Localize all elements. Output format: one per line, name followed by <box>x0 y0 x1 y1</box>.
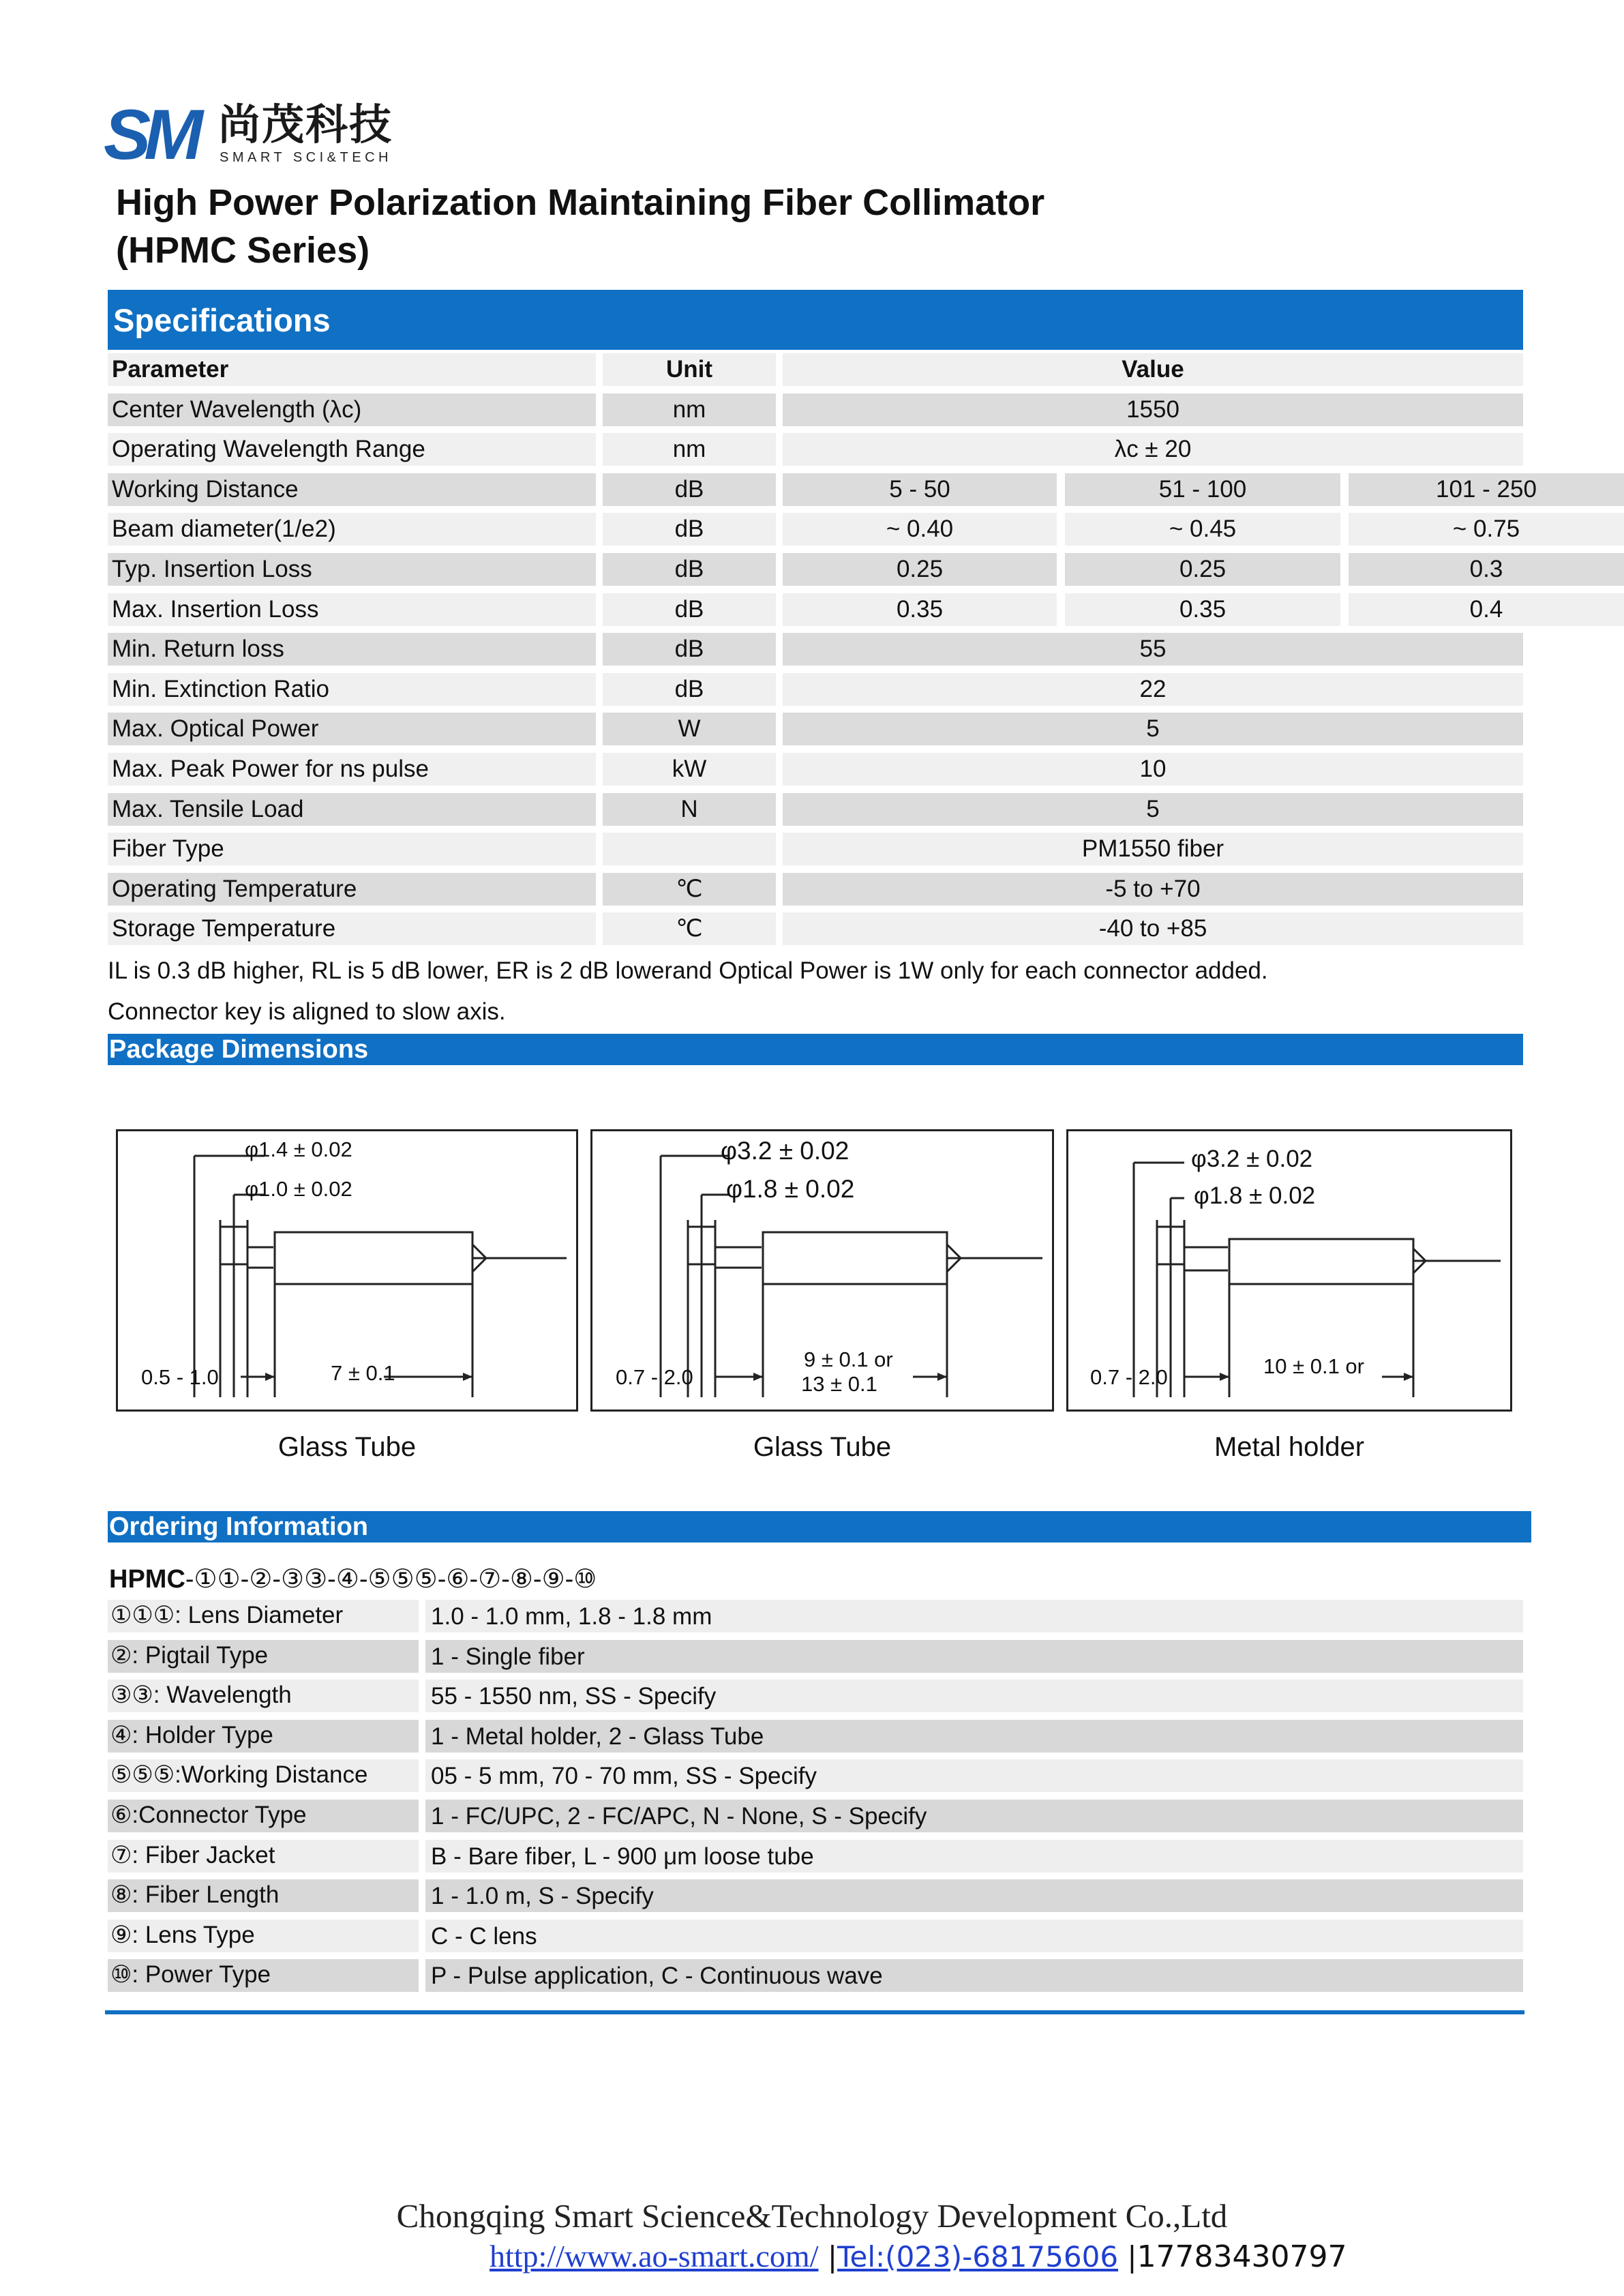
spec-row <box>108 749 1523 789</box>
ordering-value: 1 - 1.0 m, S - Specify <box>425 1879 1523 1912</box>
footer-telephone-link[interactable]: Tel:(023)-68175606 <box>837 2240 1119 2273</box>
ordering-row <box>108 1675 1523 1716</box>
spec-unit: ℃ <box>603 912 776 945</box>
spec-row <box>108 509 1523 549</box>
spec-unit: dB <box>603 513 776 546</box>
spec-value: 5 <box>783 713 1523 745</box>
ordering-row <box>108 1836 1523 1876</box>
spec-unit: ℃ <box>603 873 776 906</box>
package-drawing-glass-tube-2 <box>590 1129 1054 1412</box>
spec-unit <box>603 833 776 865</box>
ordering-key: ⑩: Power Type <box>108 1959 419 1992</box>
specifications-table <box>108 349 1537 949</box>
ordering-row <box>108 1915 1523 1956</box>
ordering-row <box>108 1795 1523 1836</box>
drawing-length: 7 ± 0.1 <box>331 1361 395 1385</box>
spec-parameter: Working Distance <box>108 473 596 506</box>
ordering-value: 1 - FC/UPC, 2 - FC/APC, N - None, S - Specify <box>425 1800 1523 1832</box>
specifications-heading: Specifications <box>108 290 1523 350</box>
spec-value: 22 <box>783 673 1523 706</box>
spec-value: 5 <box>783 793 1523 826</box>
drawing-gap: 0.5 - 1.0 <box>141 1365 219 1389</box>
spec-value: 55 <box>783 633 1523 666</box>
spec-unit: nm <box>603 393 776 426</box>
footer-mobile-phone: 17783430797 <box>1137 2239 1347 2274</box>
page-title <box>116 179 1044 274</box>
spec-unit: kW <box>603 753 776 786</box>
spec-parameter: Max. Insertion Loss <box>108 593 596 626</box>
spec-value: -5 to +70 <box>783 873 1523 906</box>
package-caption: Metal holder <box>1214 1432 1365 1462</box>
spec-value: 51 - 100 <box>1065 473 1340 506</box>
spec-parameter: Max. Peak Power for ns pulse <box>108 753 596 786</box>
spec-unit: dB <box>603 593 776 626</box>
ordering-value: 1.0 - 1.0 mm, 1.8 - 1.8 mm <box>425 1600 1523 1632</box>
logo-english-name: SMART SCI&TECH <box>220 150 392 165</box>
ordering-value: P - Pulse application, C - Continuous wave <box>425 1959 1523 1992</box>
spec-parameter: Center Wavelength (λc) <box>108 393 596 426</box>
ordering-row <box>108 1716 1523 1756</box>
spec-row <box>108 589 1523 629</box>
spec-header-parameter: Parameter <box>108 353 596 386</box>
ordering-key: ②: Pigtail Type <box>108 1640 419 1673</box>
spec-parameter: Min. Extinction Ratio <box>108 673 596 706</box>
ordering-row <box>108 1636 1523 1676</box>
ordering-key: ③③: Wavelength <box>108 1680 419 1712</box>
spec-row <box>108 789 1523 829</box>
spec-value: 0.25 <box>783 553 1057 586</box>
ordering-code-fields: -①①-②-③③-④-⑤⑤⑤-⑥-⑦-⑧-⑨-⑩ <box>185 1565 597 1594</box>
spec-value: 10 <box>783 753 1523 786</box>
spec-value: 0.4 <box>1349 593 1624 626</box>
drawing-inner-diameter: φ1.8 ± 0.02 <box>1194 1182 1316 1209</box>
spec-unit: dB <box>603 633 776 666</box>
spec-parameter: Max. Optical Power <box>108 713 596 745</box>
drawing-outer-diameter: φ3.2 ± 0.02 <box>1191 1146 1313 1172</box>
spec-value: 0.35 <box>1065 593 1340 626</box>
spec-unit: dB <box>603 473 776 506</box>
footer-separator: | <box>818 2240 837 2273</box>
spec-unit: nm <box>603 433 776 466</box>
spec-value: ~ 0.45 <box>1065 513 1340 546</box>
spec-value: 0.35 <box>783 593 1057 626</box>
spec-unit: dB <box>603 553 776 586</box>
spec-row <box>108 669 1523 709</box>
spec-parameter: Fiber Type <box>108 833 596 865</box>
spec-header-row <box>108 349 1523 389</box>
spec-value: -40 to +85 <box>783 912 1523 945</box>
spec-parameter: Max. Tensile Load <box>108 793 596 826</box>
spec-row <box>108 709 1523 749</box>
spec-value: 5 - 50 <box>783 473 1057 506</box>
spec-row <box>108 389 1523 430</box>
spec-value: ~ 0.40 <box>783 513 1057 546</box>
ordering-key: ⑥:Connector Type <box>108 1800 419 1832</box>
drawing-gap: 0.7 - 2.0 <box>1090 1365 1168 1389</box>
spec-parameter: Storage Temperature <box>108 912 596 945</box>
package-drawing-metal-holder <box>1066 1129 1512 1412</box>
spec-row <box>108 429 1523 469</box>
spec-row <box>108 629 1523 669</box>
spec-value: ~ 0.75 <box>1349 513 1624 546</box>
ordering-key: ⑦: Fiber Jacket <box>108 1840 419 1873</box>
ordering-row <box>108 1875 1523 1915</box>
ordering-row <box>108 1596 1523 1636</box>
spec-row <box>108 829 1523 869</box>
spec-note-connector-loss: IL is 0.3 dB higher, RL is 5 dB lower, ER is 2 dB lowerand Optical Power is 1W only for each connector added. <box>108 957 1268 984</box>
ordering-information-heading: Ordering Information <box>108 1511 1531 1542</box>
spec-value: 1550 <box>783 393 1523 426</box>
spec-value: 0.25 <box>1065 553 1340 586</box>
spec-unit: W <box>603 713 776 745</box>
ordering-key: ⑧: Fiber Length <box>108 1879 419 1912</box>
ordering-key: ④: Holder Type <box>108 1720 419 1753</box>
package-dimensions-heading: Package Dimensions <box>108 1034 1523 1065</box>
drawing-inner-diameter: φ1.0 ± 0.02 <box>245 1177 352 1201</box>
ordering-value: C - C lens <box>425 1920 1523 1952</box>
package-caption: Glass Tube <box>277 1432 417 1462</box>
footer-website-link[interactable]: http://www.ao-smart.com/ <box>490 2239 819 2273</box>
ordering-row <box>108 1955 1523 1995</box>
footer-contact <box>490 2235 1347 2278</box>
section-divider <box>105 2010 1524 2014</box>
package-drawing-glass-tube-1 <box>116 1129 578 1412</box>
drawing-length: 10 ± 0.1 or <box>1263 1354 1364 1378</box>
spec-unit: N <box>603 793 776 826</box>
ordering-value: 55 - 1550 nm, SS - Specify <box>425 1680 1523 1712</box>
package-caption: Glass Tube <box>753 1432 892 1462</box>
ordering-row <box>108 1755 1523 1795</box>
spec-row <box>108 549 1523 589</box>
spec-parameter: Typ. Insertion Loss <box>108 553 596 586</box>
ordering-key: ⑤⑤⑤:Working Distance <box>108 1759 419 1792</box>
spec-header-value: Value <box>783 353 1523 386</box>
drawing-gap: 0.7 - 2.0 <box>616 1365 693 1389</box>
spec-value: 101 - 250 <box>1349 473 1624 506</box>
spec-unit: dB <box>603 673 776 706</box>
ordering-code-prefix: HPMC <box>109 1565 185 1594</box>
drawing-length-alt: 13 ± 0.1 <box>801 1372 877 1396</box>
title-line-2: (HPMC Series) <box>116 230 370 271</box>
drawing-inner-diameter: φ1.8 ± 0.02 <box>726 1175 855 1203</box>
ordering-value: 1 - Metal holder, 2 - Glass Tube <box>425 1720 1523 1753</box>
company-logo <box>104 95 417 175</box>
spec-value: λc ± 20 <box>783 433 1523 466</box>
spec-value: 0.3 <box>1349 553 1624 586</box>
spec-note-connector-key: Connector key is aligned to slow axis. <box>108 998 506 1025</box>
spec-row <box>108 869 1523 909</box>
ordering-key: ⑨: Lens Type <box>108 1920 419 1952</box>
spec-value: PM1550 fiber <box>783 833 1523 865</box>
footer-separator: | <box>1118 2240 1137 2273</box>
ordering-table <box>108 1596 1523 1995</box>
drawing-outer-diameter: φ3.2 ± 0.02 <box>721 1137 849 1165</box>
spec-parameter: Operating Wavelength Range <box>108 433 596 466</box>
logo-mark: SM <box>104 95 196 175</box>
logo-chinese-name: 尚茂科技 <box>218 100 393 149</box>
drawing-length: 9 ± 0.1 or <box>804 1347 893 1371</box>
ordering-code <box>109 1563 597 1596</box>
spec-row <box>108 469 1537 509</box>
drawing-outer-diameter: φ1.4 ± 0.02 <box>245 1137 352 1161</box>
spec-header-unit: Unit <box>603 353 776 386</box>
spec-row <box>108 908 1523 949</box>
title-line-1: High Power Polarization Maintaining Fiber Collimator <box>116 182 1045 223</box>
ordering-value: B - Bare fiber, L - 900 μm loose tube <box>425 1840 1523 1873</box>
spec-parameter: Operating Temperature <box>108 873 596 906</box>
footer-company-name: Chongqing Smart Science&Technology Development Co.,Ltd <box>396 2197 1228 2235</box>
spec-parameter: Min. Return loss <box>108 633 596 666</box>
ordering-value: 1 - Single fiber <box>425 1640 1523 1673</box>
ordering-value: 05 - 5 mm, 70 - 70 mm, SS - Specify <box>425 1759 1523 1792</box>
ordering-key: ①①①: Lens Diameter <box>108 1600 419 1632</box>
spec-parameter: Beam diameter(1/e2) <box>108 513 596 546</box>
